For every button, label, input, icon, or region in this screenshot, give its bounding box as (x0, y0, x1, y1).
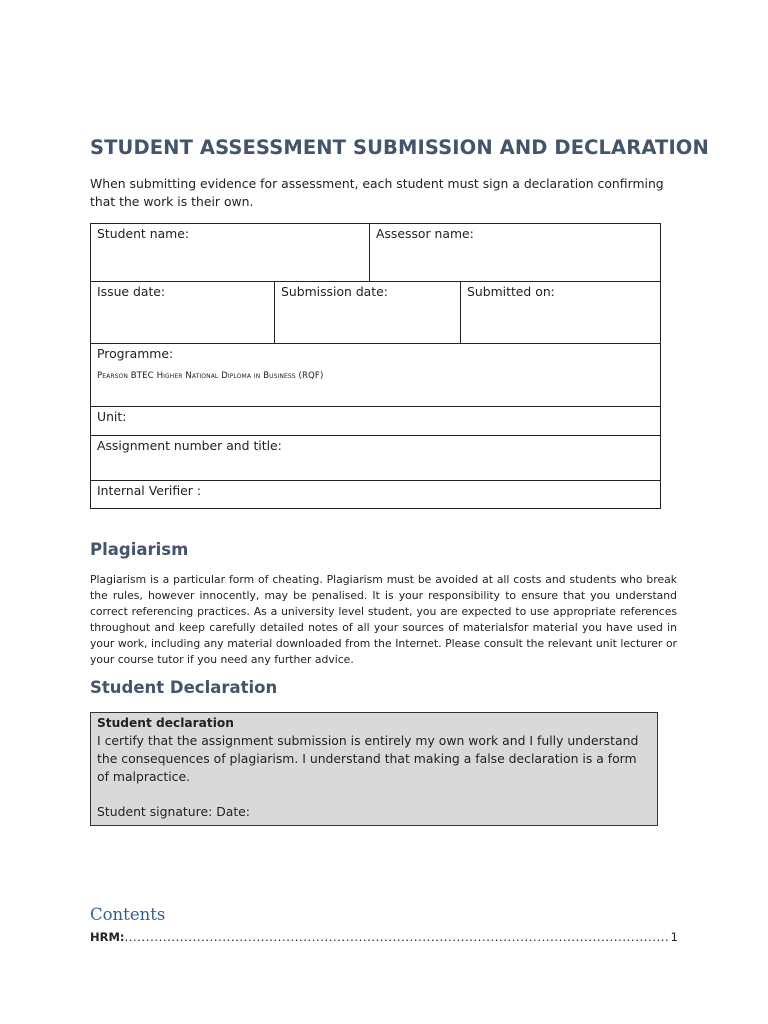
assignment-field[interactable] (91, 436, 661, 481)
form-row-names (91, 224, 661, 282)
declaration-heading: Student Declaration (90, 678, 278, 697)
internal-verifier-label: Internal Verifier : (97, 483, 202, 498)
form-row-dates (91, 282, 661, 344)
plagiarism-heading: Plagiarism (90, 540, 189, 559)
toc-entry[interactable] (90, 930, 678, 944)
toc-leader-dots (125, 930, 669, 944)
internal-verifier-field[interactable] (91, 481, 661, 509)
contents-heading: Contents (90, 905, 166, 924)
assignment-label: Assignment number and title: (97, 438, 282, 453)
assessor-name-field[interactable] (370, 224, 661, 282)
programme-value: Pearson BTEC Higher National Diploma in Business (RQF) (97, 371, 324, 381)
programme-label: Programme: (97, 346, 174, 361)
assessor-name-label: Assessor name: (376, 226, 474, 241)
toc-entry-page: 1 (670, 930, 678, 944)
form-row-programme (91, 344, 661, 407)
student-name-field[interactable] (91, 224, 370, 282)
submitted-on-field[interactable] (461, 282, 661, 344)
unit-label: Unit: (97, 409, 127, 424)
signature-line[interactable]: Student signature: Date: (97, 804, 250, 819)
submission-form-table (90, 223, 661, 509)
issue-date-label: Issue date: (97, 284, 166, 299)
programme-field[interactable] (91, 344, 661, 407)
declaration-box (90, 712, 658, 826)
student-name-label: Student name: (97, 226, 190, 241)
form-row-verifier (91, 481, 661, 509)
declaration-box-title: Student declaration (97, 716, 234, 730)
declaration-statement: I certify that the assignment submission is entirely my own work and I fully understand the consequences of plagiarism. I understand that making a false declaration is a form of malpractice. (97, 733, 639, 784)
intro-paragraph: When submitting evidence for assessment, each student must sign a declaration confirming that the work is their own. (90, 176, 664, 209)
unit-field[interactable] (91, 407, 661, 436)
submission-date-field[interactable] (275, 282, 461, 344)
issue-date-field[interactable] (91, 282, 275, 344)
submitted-on-label: Submitted on: (467, 284, 555, 299)
submission-date-label: Submission date: (281, 284, 388, 299)
form-row-assignment (91, 436, 661, 481)
document-title: STUDENT ASSESSMENT SUBMISSION AND DECLARATION (90, 136, 709, 159)
toc-entry-label: HRM: (90, 930, 125, 944)
form-row-unit (91, 407, 661, 436)
plagiarism-paragraph: Plagiarism is a particular form of cheating. Plagiarism must be avoided at all costs and students who break the rules, however innocently, may be penalised. It is your responsibility to ensure that you understand correct referencing practices. As a university level student, you are expected to use appropriate references throughout and keep carefully detailed notes of all your sources of materialsfor material you have used in your work, including any material downloaded from the Internet. Please consult the relevant unit lecturer or your course tutor if you need any further advice. (90, 573, 677, 666)
